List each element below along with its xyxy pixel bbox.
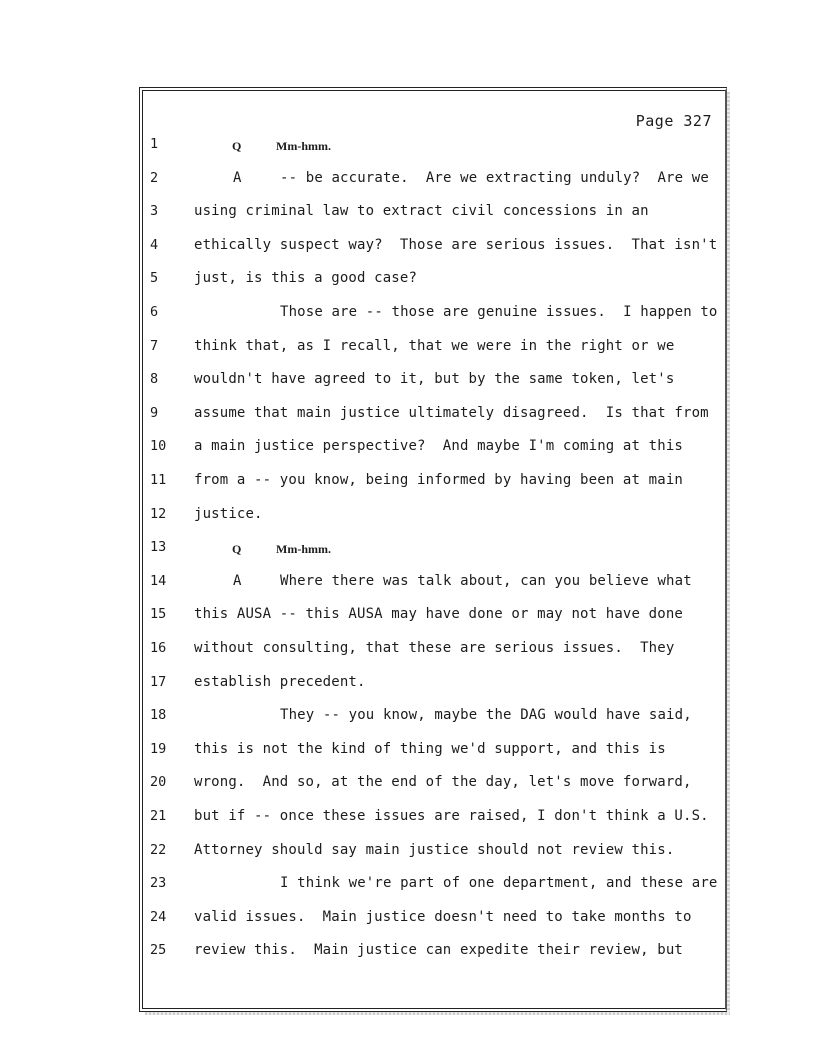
line-number: 3 <box>150 203 159 220</box>
speaker-label: Q <box>232 139 242 153</box>
line-number: 23 <box>150 875 167 892</box>
line-text: a main justice perspective? And maybe I'm coming at this <box>194 438 683 455</box>
line-text: wrong. And so, at the end of the day, let's move forward, <box>194 774 692 791</box>
line-number: 19 <box>150 740 167 757</box>
line-text: ethically suspect way? Those are serious issues. That isn't <box>194 236 718 253</box>
line-number: 25 <box>150 942 167 959</box>
speaker-label: A <box>233 572 242 589</box>
transcript-line <box>0 808 816 834</box>
transcript-line <box>0 472 816 498</box>
line-number: 5 <box>150 270 159 287</box>
transcript-line <box>0 573 816 599</box>
line-number: 1 <box>150 136 159 152</box>
transcript-line <box>0 606 816 632</box>
page-number: Page 327 <box>635 112 712 130</box>
line-number: 6 <box>150 304 159 320</box>
line-number: 11 <box>150 472 167 488</box>
line-number: 16 <box>150 640 167 656</box>
line-text: just, is this a good case? <box>194 270 418 287</box>
transcript-line <box>0 270 816 296</box>
line-text: from a -- you know, being informed by having been at main <box>194 472 683 488</box>
transcript-line <box>0 405 816 431</box>
line-number: 13 <box>150 539 167 556</box>
line-text: Those are -- those are genuine issues. I happen to <box>280 304 718 320</box>
line-number: 17 <box>150 673 167 690</box>
line-text: Mm-hmm. <box>276 542 331 557</box>
line-number: 8 <box>150 371 159 388</box>
line-text: valid issues. Main justice doesn't need to take months to <box>194 908 692 925</box>
line-text: wouldn't have agreed to it, but by the same token, let's <box>194 371 675 388</box>
line-number: 22 <box>150 841 167 858</box>
line-text: establish precedent. <box>194 673 366 690</box>
line-text: -- be accurate. Are we extracting unduly? Are we <box>280 169 709 186</box>
line-text: without consulting, that these are serious issues. They <box>194 640 675 656</box>
line-text: using criminal law to extract civil concessions in an <box>194 203 649 220</box>
transcript-line <box>0 942 816 968</box>
line-text: this AUSA -- this AUSA may have done or may not have done <box>194 606 683 623</box>
transcript-line <box>0 674 816 700</box>
line-text: Where there was talk about, can you believe what <box>280 572 692 589</box>
transcript-line <box>0 875 816 901</box>
transcript-line <box>0 438 816 464</box>
line-number: 2 <box>150 169 159 186</box>
line-number: 4 <box>150 236 159 253</box>
transcript-line <box>0 707 816 733</box>
line-number: 21 <box>150 808 167 824</box>
transcript-line <box>0 237 816 263</box>
line-text: this is not the kind of thing we'd support, and this is <box>194 740 666 757</box>
transcript-line <box>0 774 816 800</box>
transcript-line <box>0 842 816 868</box>
speaker-label: Q <box>232 542 242 557</box>
border-shadow-bottom <box>145 1012 730 1015</box>
transcript-line <box>0 203 816 229</box>
line-text: They -- you know, maybe the DAG would have said, <box>280 707 692 724</box>
line-text: Attorney should say main justice should not review this. <box>194 841 675 858</box>
line-number: 12 <box>150 505 167 522</box>
transcript-line <box>0 539 816 565</box>
line-number: 18 <box>150 707 167 724</box>
line-number: 9 <box>150 404 159 421</box>
line-number: 7 <box>150 337 159 354</box>
line-number: 24 <box>150 908 167 925</box>
line-number: 14 <box>150 572 167 589</box>
line-text: think that, as I recall, that we were in the right or we <box>194 337 675 354</box>
transcript-line <box>0 304 816 330</box>
transcript-line <box>0 741 816 767</box>
line-text: I think we're part of one department, and these are <box>280 875 718 892</box>
line-text: but if -- once these issues are raised, I don't think a U.S. <box>194 808 709 824</box>
transcript-line <box>0 371 816 397</box>
transcript-line <box>0 338 816 364</box>
line-number: 10 <box>150 438 167 455</box>
line-number: 15 <box>150 606 167 623</box>
transcript-line <box>0 909 816 935</box>
line-text: review this. Main justice can expedite their review, but <box>194 942 683 959</box>
transcript-line <box>0 136 816 162</box>
transcript-line <box>0 640 816 666</box>
transcript-line <box>0 170 816 196</box>
line-text: assume that main justice ultimately disagreed. Is that from <box>194 404 709 421</box>
line-number: 20 <box>150 774 167 791</box>
speaker-label: A <box>233 169 242 186</box>
line-text: justice. <box>194 505 263 522</box>
line-text: Mm-hmm. <box>276 139 331 153</box>
transcript-line <box>0 506 816 532</box>
